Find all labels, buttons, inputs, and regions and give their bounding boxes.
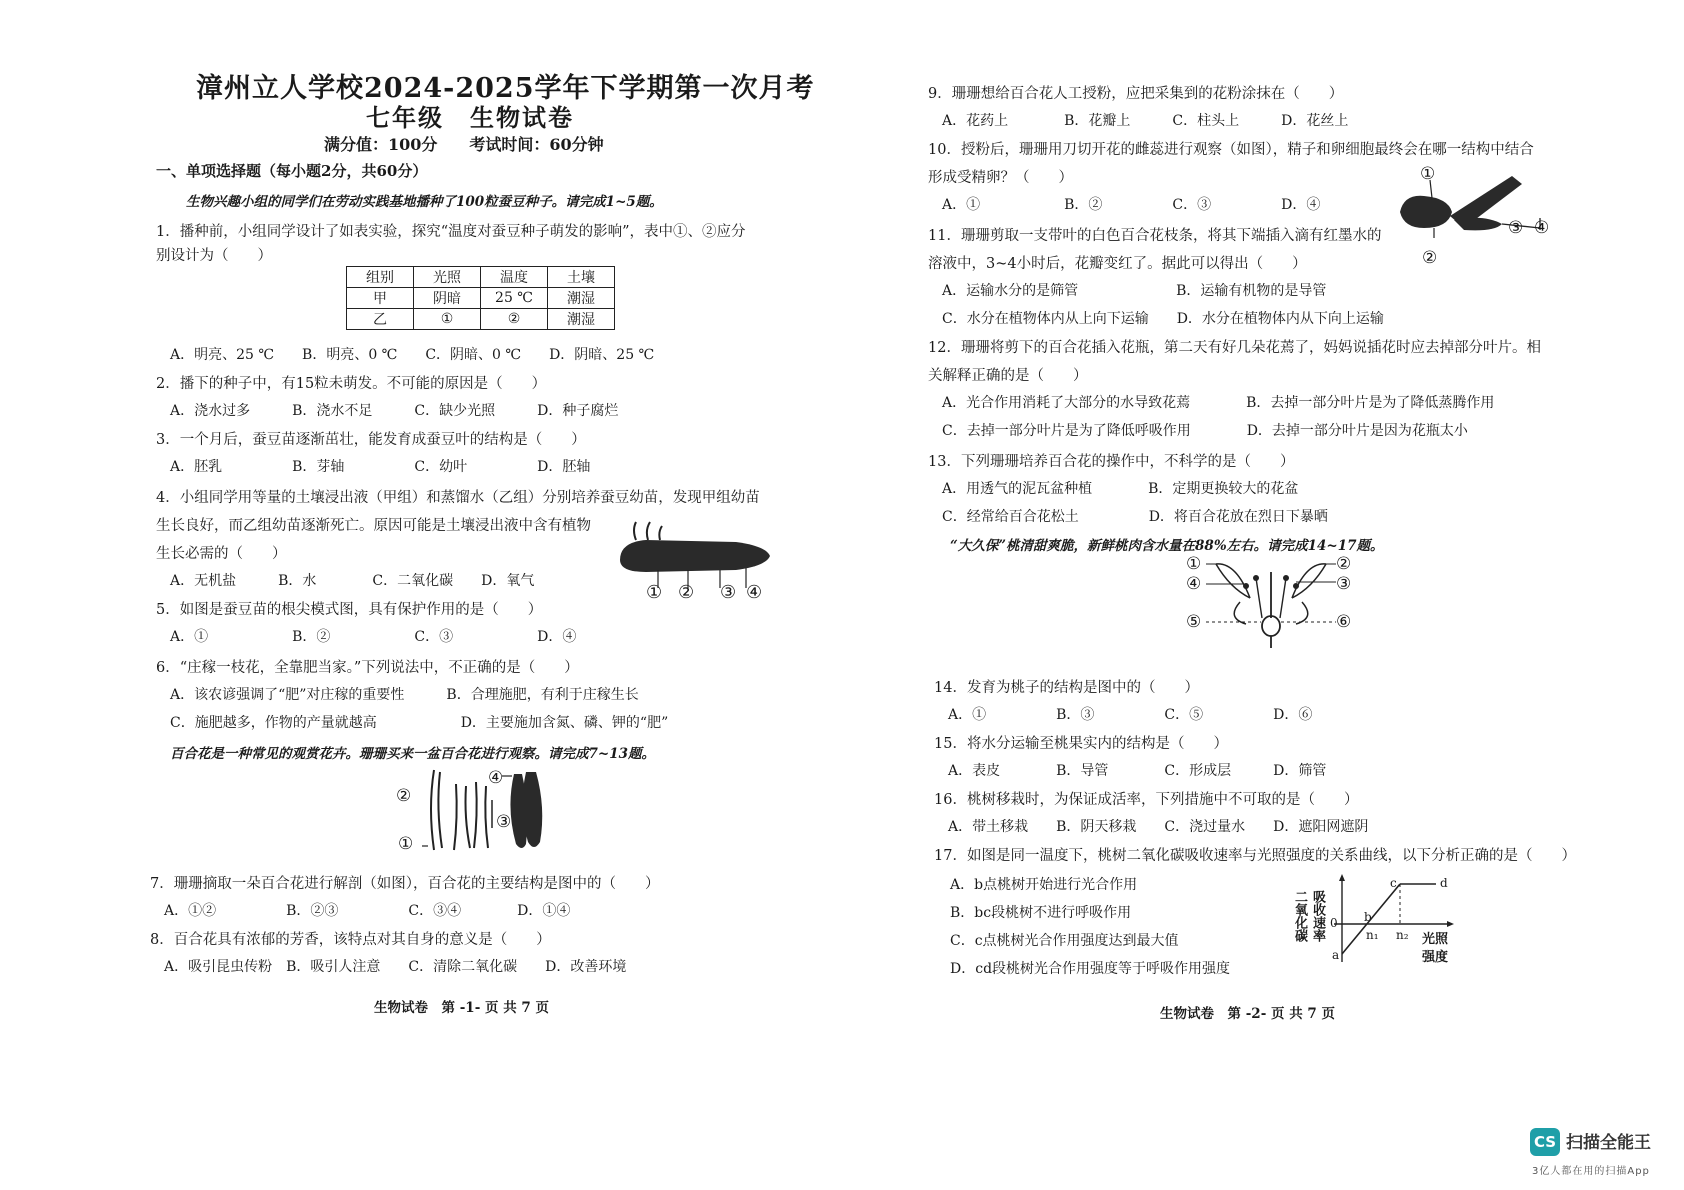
peach-label-2: ② (1336, 554, 1352, 574)
question-15: 15．将水分运输至桃果实内的结构是（ ） (934, 736, 1228, 752)
question-12-options-cd: C．去掉一部分叶片是为了降低呼吸作用 D．去掉一部分叶片是因为花瓶太小 (942, 423, 1468, 439)
question-1-options: A．明亮、25 ℃ B．明亮、0 ℃ C．阴暗、0 ℃ D．阴暗、25 ℃ (170, 347, 655, 363)
question-9-options: A．花药上 B．花瓣上 C．柱头上 D．花丝上 (942, 113, 1349, 129)
question-12-options-ab: A．光合作用消耗了大部分的水导致花蔫 B．去掉一部分叶片是为了降低蒸腾作用 (942, 395, 1495, 411)
question-4-options: A．无机盐 B．水 C．二氧化碳 D．氧气 (170, 573, 535, 589)
table-cell: ② (481, 309, 548, 330)
pistil-label-2: ② (1422, 248, 1438, 268)
table-header-row (347, 267, 615, 288)
question-10-line1: 10．授粉后，珊珊用刀切开花的雌蕊进行观察（如图），精子和卵细胞最终会在哪一结构中结合 (928, 142, 1534, 158)
graph-point-c: c (1390, 876, 1397, 890)
question-17-option-a: A．b点桃树开始进行光合作用 (950, 877, 1138, 893)
question-9: 9．珊珊想给百合花人工授粉，应把采集到的花粉涂抹在（ ） (928, 86, 1344, 102)
question-10-options: A．① B．② C．③ D．④ (942, 197, 1321, 213)
table-cell: ① (414, 309, 481, 330)
question-14-options: A．① B．③ C．⑤ D．⑥ (948, 707, 1313, 723)
lily-label-2: ② (396, 786, 412, 806)
peach-label-3: ③ (1336, 574, 1352, 594)
question-3: 3．一个月后，蚕豆苗逐渐茁壮，能发育成蚕豆叶的结构是（ ） (156, 432, 586, 448)
watermark-name: 扫描全能王 (1566, 1133, 1651, 1153)
root-label-1: ① (646, 582, 663, 603)
question-1-line1: 1．播种前，小组同学设计了如表实验，探究“温度对蚕豆种子萌发的影响”，表中①、②应分 (156, 224, 746, 240)
peach-label-6: ⑥ (1336, 612, 1352, 632)
graph-point-a: a (1332, 948, 1340, 962)
intro-q7-13: 百合花是一种常见的观赏花卉。珊珊买来一盆百合花进行观察。请完成7~13题。 (170, 746, 655, 762)
pistil-label-3: ③ (1508, 218, 1524, 238)
question-1-line2: 别设计为（ ） (156, 248, 272, 264)
exam-title: 漳州立人学校2024-2025学年下学期第一次月考 (196, 73, 815, 104)
question-17: 17．如图是同一温度下，桃树二氧化碳吸收速率与光照强度的关系曲线，以下分析正确的是（ ） (934, 848, 1576, 864)
pistil-label-4: ④ (1534, 218, 1550, 238)
question-16: 16．桃树移栽时，为保证成活率，下列措施中不可取的是（ ） (934, 792, 1359, 808)
table-cell: 阴暗 (414, 288, 481, 309)
question-13-options-ab: A．用透气的泥瓦盆种植 B．定期更换较大的花盆 (942, 481, 1299, 497)
graph-xlabel-2: 强度 (1422, 950, 1449, 965)
question-10-line2: 形成受精卵？（ ） (928, 170, 1073, 186)
pistil-figure (1394, 172, 1554, 258)
peach-label-5: ⑤ (1186, 612, 1202, 632)
question-8: 8．百合花具有浓郁的芳香，该特点对其自身的意义是（ ） (150, 932, 551, 948)
question-13-options-cd: C．经常给百合花松土 D．将百合花放在烈日下暴晒 (942, 509, 1328, 525)
lily-label-3: ③ (496, 812, 512, 832)
table-header-cell: 温度 (481, 267, 548, 288)
question-12-line2: 关解释正确的是（ ） (928, 368, 1088, 384)
question-6-options-ab: A．该农谚强调了“肥”对庄稼的重要性 B．合理施肥，有利于庄稼生长 (170, 687, 639, 703)
intro-q1-5: 生物兴趣小组的同学们在劳动实践基地播种了100粒蚕豆种子。请完成1~5题。 (186, 194, 663, 210)
table-header-cell: 光照 (414, 267, 481, 288)
question-6-options-cd: C．施肥越多，作物的产量就越高 D．主要施加含氮、磷、钾的“肥” (170, 715, 669, 731)
root-label-4: ④ (746, 582, 763, 603)
question-5-options: A．① B．② C．③ D．④ (170, 629, 577, 645)
lily-label-4: ④ (488, 768, 504, 788)
table-cell: 潮湿 (548, 309, 615, 330)
peach-label-4: ④ (1186, 574, 1202, 594)
graph-ylabel-2: 吸收速率 (1310, 890, 1325, 942)
exam-subtitle: 七年级 生物试卷 (366, 103, 574, 132)
question-11-line2: 溶液中，3~4小时后，花瓣变红了。据此可以得出（ ） (928, 256, 1307, 272)
table-cell: 潮湿 (548, 288, 615, 309)
graph-point-d: d (1440, 876, 1448, 890)
camscanner-logo-icon: CS (1530, 1128, 1560, 1156)
table-cell: 甲 (347, 288, 414, 309)
root-label-3: ③ (720, 582, 737, 603)
watermark-tagline: 3亿人都在用的扫描App (1532, 1166, 1650, 1177)
question-15-options: A．表皮 B．导管 C．形成层 D．筛管 (948, 763, 1327, 779)
question-17-option-c: C．c点桃树光合作用强度达到最大值 (950, 933, 1179, 949)
table-cell: 25 ℃ (481, 288, 548, 309)
question-7-options: A．①② B．②③ C．③④ D．①④ (164, 903, 571, 919)
question-4-line2: 生长良好，而乙组幼苗逐渐死亡。原因可能是土壤浸出液中含有植物 (156, 518, 591, 534)
question-12-line1: 12．珊珊将剪下的百合花插入花瓶，第二天有好几朵花蔫了，妈妈说插花时应去掉部分叶片。相 (928, 340, 1541, 356)
question-8-options: A．吸引昆虫传粉 B．吸引人注意 C．清除二氧化碳 D．改善环境 (164, 959, 627, 975)
root-label-2: ② (678, 582, 695, 603)
question-17-option-d: D．cd段桃树光合作用强度等于呼吸作用强度 (950, 961, 1231, 977)
pistil-label-1: ① (1420, 164, 1436, 184)
question-2: 2．播下的种子中，有15粒未萌发。不可能的原因是（ ） (156, 376, 547, 392)
graph-n1: n₁ (1366, 928, 1379, 942)
peach-flower-figure (1206, 558, 1336, 650)
intro-q14-17: “大久保”桃清甜爽脆，新鲜桃肉含水量在88%左右。请完成14~17题。 (950, 538, 1384, 554)
table-header-cell: 组别 (347, 267, 414, 288)
question-11-options-cd: C．水分在植物体内从上向下运输 D．水分在植物体内从下向上运输 (942, 311, 1384, 327)
exam-meta: 满分值：100分 考试时间：60分钟 (324, 135, 604, 154)
graph-xlabel-1: 光照 (1422, 932, 1449, 947)
lily-label-1: ① (398, 834, 414, 854)
question-11-options-ab: A．运输水分的是筛管 B．运输有机物的是导管 (942, 283, 1327, 299)
question-13: 13．下列珊珊培养百合花的操作中，不科学的是（ ） (928, 454, 1295, 470)
question-14: 14．发育为桃子的结构是图中的（ ） (934, 680, 1199, 696)
table-cell: 乙 (347, 309, 414, 330)
question-5: 5．如图是蚕豆苗的根尖模式图，具有保护作用的是（ ） (156, 602, 543, 618)
page-footer-right: 生物试卷 第 -2- 页 共 7 页 (1160, 1006, 1335, 1022)
question-11-line1: 11．珊珊剪取一支带叶的白色百合花枝条，将其下端插入滴有红墨水的 (928, 228, 1382, 244)
question-17-option-b: B．bc段桃树不进行呼吸作用 (950, 905, 1132, 921)
question-4-line3: 生长必需的（ ） (156, 546, 287, 562)
question-4-line1: 4．小组同学用等量的土壤浸出液（甲组）和蒸馏水（乙组）分别培养蚕豆幼苗，发现甲组幼苗 (156, 490, 760, 506)
page-footer-left: 生物试卷 第 -1- 页 共 7 页 (374, 1000, 549, 1016)
question-6: 6．“庄稼一枝花，全靠肥当家。”下列说法中，不正确的是（ ） (156, 660, 579, 676)
question-16-options: A．带土移栽 B．阴天移栽 C．浇过量水 D．遮阳网遮阴 (948, 819, 1369, 835)
graph-n2: n₂ (1396, 928, 1409, 942)
table-header-cell: 土壤 (548, 267, 615, 288)
question-2-options: A．浇水过多 B．浇水不足 C．缺少光照 D．种子腐烂 (170, 403, 619, 419)
question-7: 7．珊珊摘取一朵百合花进行解剖（如图），百合花的主要结构是图中的（ ） (150, 876, 660, 892)
graph-point-b: b (1364, 910, 1372, 924)
table-row (347, 309, 615, 330)
graph-origin-0: 0 (1330, 916, 1338, 930)
peach-label-1: ① (1186, 554, 1202, 574)
table-row (347, 288, 615, 309)
graph-ylabel-1: 二氧化碳 (1292, 890, 1307, 942)
section-heading: 一、单项选择题（每小题2分，共60分） (156, 162, 428, 180)
experiment-table (346, 266, 615, 330)
question-3-options: A．胚乳 B．芽轴 C．幼叶 D．胚轴 (170, 459, 591, 475)
